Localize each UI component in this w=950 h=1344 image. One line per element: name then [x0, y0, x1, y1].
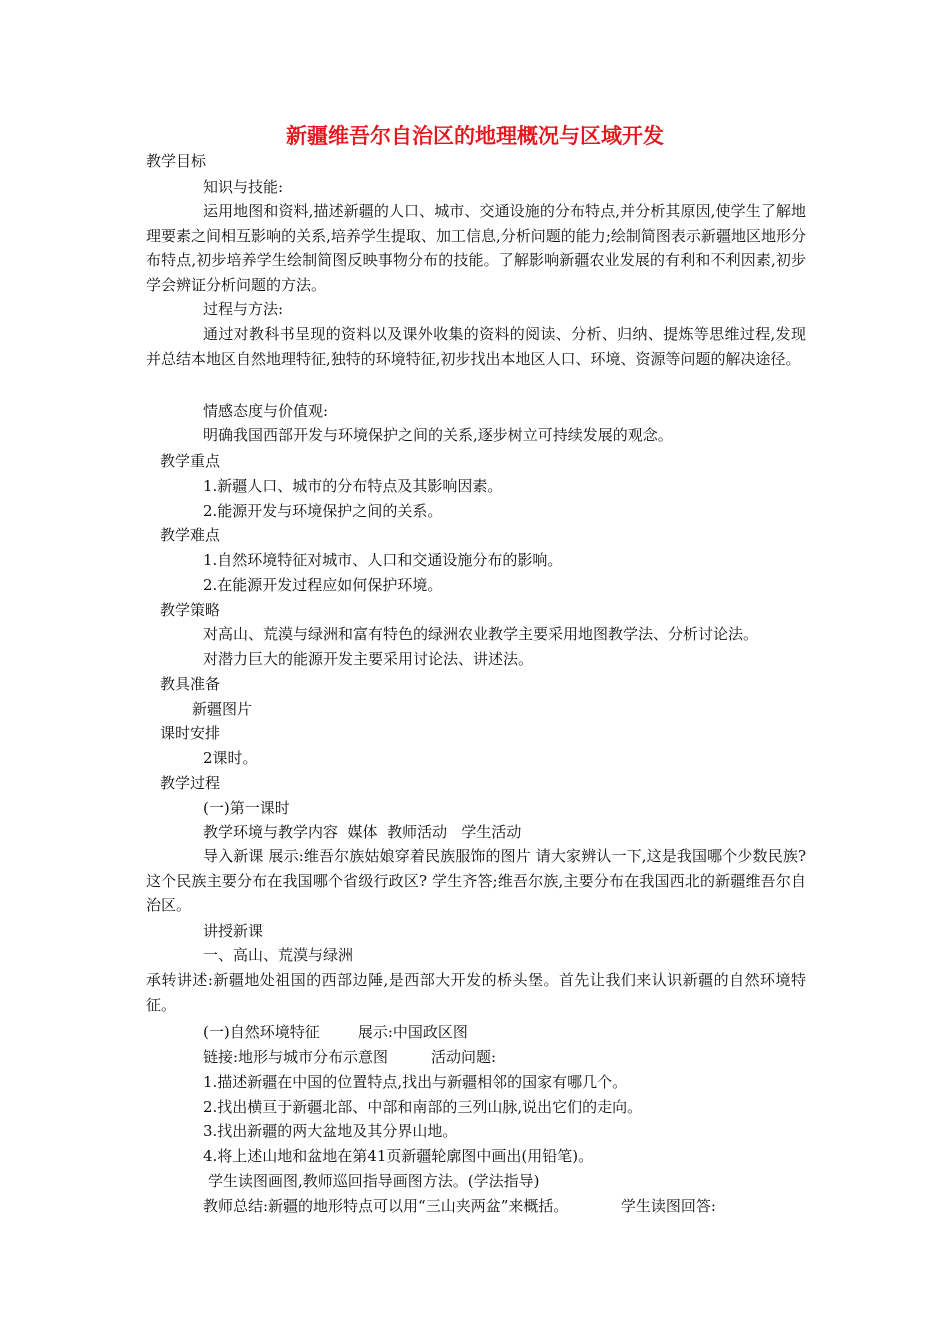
process-paragraph: 通过对教科书呈现的资料以及课外收集的资料的阅读、分析、归纳、提炼等思维过程,发现并总结本地区自然地理特征,独特的环境特征,初步找出本地区人口、环境、资源等问题的解决途径。	[146, 325, 806, 368]
question-3: 3.找出新疆的两大盆地及其分界山地。	[203, 1122, 458, 1140]
knowledge-paragraph: 运用地图和资料,描述新疆的人口、城市、交通设施的分布特点,并分析其原因,使学生了解地理要素之间相互影响的关系,培养学生提取、加工信息,分析问题的能力;绘制简图表示新疆地区地形分布特点,初步培养学生绘制简图反映事物分布的技能。了解影响新疆农业发展的有利和不利因素,初步学会辨证分析问题的方法。	[146, 202, 806, 294]
schedule-text: 2课时。	[203, 749, 258, 767]
strategy-heading: 教学策略	[160, 601, 221, 619]
key-point-2: 2.能源开发与环境保护之间的关系。	[203, 502, 443, 520]
new-lesson-label: 讲授新课	[203, 922, 264, 940]
key-points-heading: 教学重点	[160, 452, 221, 470]
difficult-point-1: 1.自然环境特征对城市、人口和交通设施分布的影响。	[203, 551, 563, 569]
page-title: 新疆维吾尔自治区的地理概况与区域开发	[286, 123, 664, 148]
question-2: 2.找出横亘于新疆北部、中部和南部的三列山脉,说出它们的走向。	[203, 1098, 643, 1116]
objectives-heading: 教学目标	[146, 152, 207, 170]
intro-paragraph: 导入新课 展示:维吾尔族姑娘穿着民族服饰的图片 请大家辨认一下,这是我国哪个少数民族?这个民族主要分布在我国哪个省级行政区? 学生齐答;维吾尔族,主要分布在我国西北的新疆维吾尔自治区。	[146, 847, 806, 915]
attitude-heading: 情感态度与价值观:	[203, 402, 329, 420]
process-heading: 过程与方法:	[203, 300, 284, 318]
question-1: 1.描述新疆在中国的位置特点,找出与新疆相邻的国家有哪几个。	[203, 1073, 628, 1091]
knowledge-heading: 知识与技能:	[203, 178, 284, 196]
question-4: 4.将上述山地和盆地在第41页新疆轮廓图中画出(用铅笔)。	[203, 1147, 594, 1165]
tools-text: 新疆图片	[192, 700, 253, 718]
teacher-summary-line: 教师总结:新疆的地形特点可以用“三山夹两盆”来概括。 学生读图回答:	[203, 1197, 716, 1215]
difficult-heading: 教学难点	[160, 526, 221, 544]
difficult-point-2: 2.在能源开发过程应如何保护环境。	[203, 576, 443, 594]
tools-heading: 教具准备	[160, 675, 221, 693]
part-1-heading: 一、高山、荒漠与绿洲	[203, 946, 354, 964]
key-point-1: 1.新疆人口、城市的分布特点及其影响因素。	[203, 477, 503, 495]
attitude-paragraph: 明确我国西部开发与环境保护之间的关系,逐步树立可持续发展的观念。	[203, 426, 673, 444]
process-section-heading: 教学过程	[160, 774, 221, 792]
link-line: 链接:地形与城市分布示意图 活动问题:	[203, 1048, 497, 1066]
strategy-2: 对潜力巨大的能源开发主要采用讨论法、讲述法。	[203, 650, 534, 668]
transition-paragraph: 承转讲述:新疆地处祖国的西部边陲,是西部大开发的桥头堡。首先让我们来认识新疆的自然环境特征。	[146, 971, 806, 1014]
lesson-1-label: (一)第一课时	[203, 799, 290, 817]
strategy-1: 对高山、荒漠与绿洲和富有特色的绿洲农业教学主要采用地图教学法、分析讨论法。	[203, 625, 759, 643]
schedule-heading: 课时安排	[160, 724, 221, 742]
student-drawing-line: 学生读图画图,教师巡回指导画图方法。(学法指导)	[208, 1172, 540, 1190]
table-header-line: 教学环境与教学内容 媒体 教师活动 学生活动	[203, 823, 522, 841]
natural-features-line: (一)自然环境特征 展示:中国政区图	[203, 1023, 468, 1041]
